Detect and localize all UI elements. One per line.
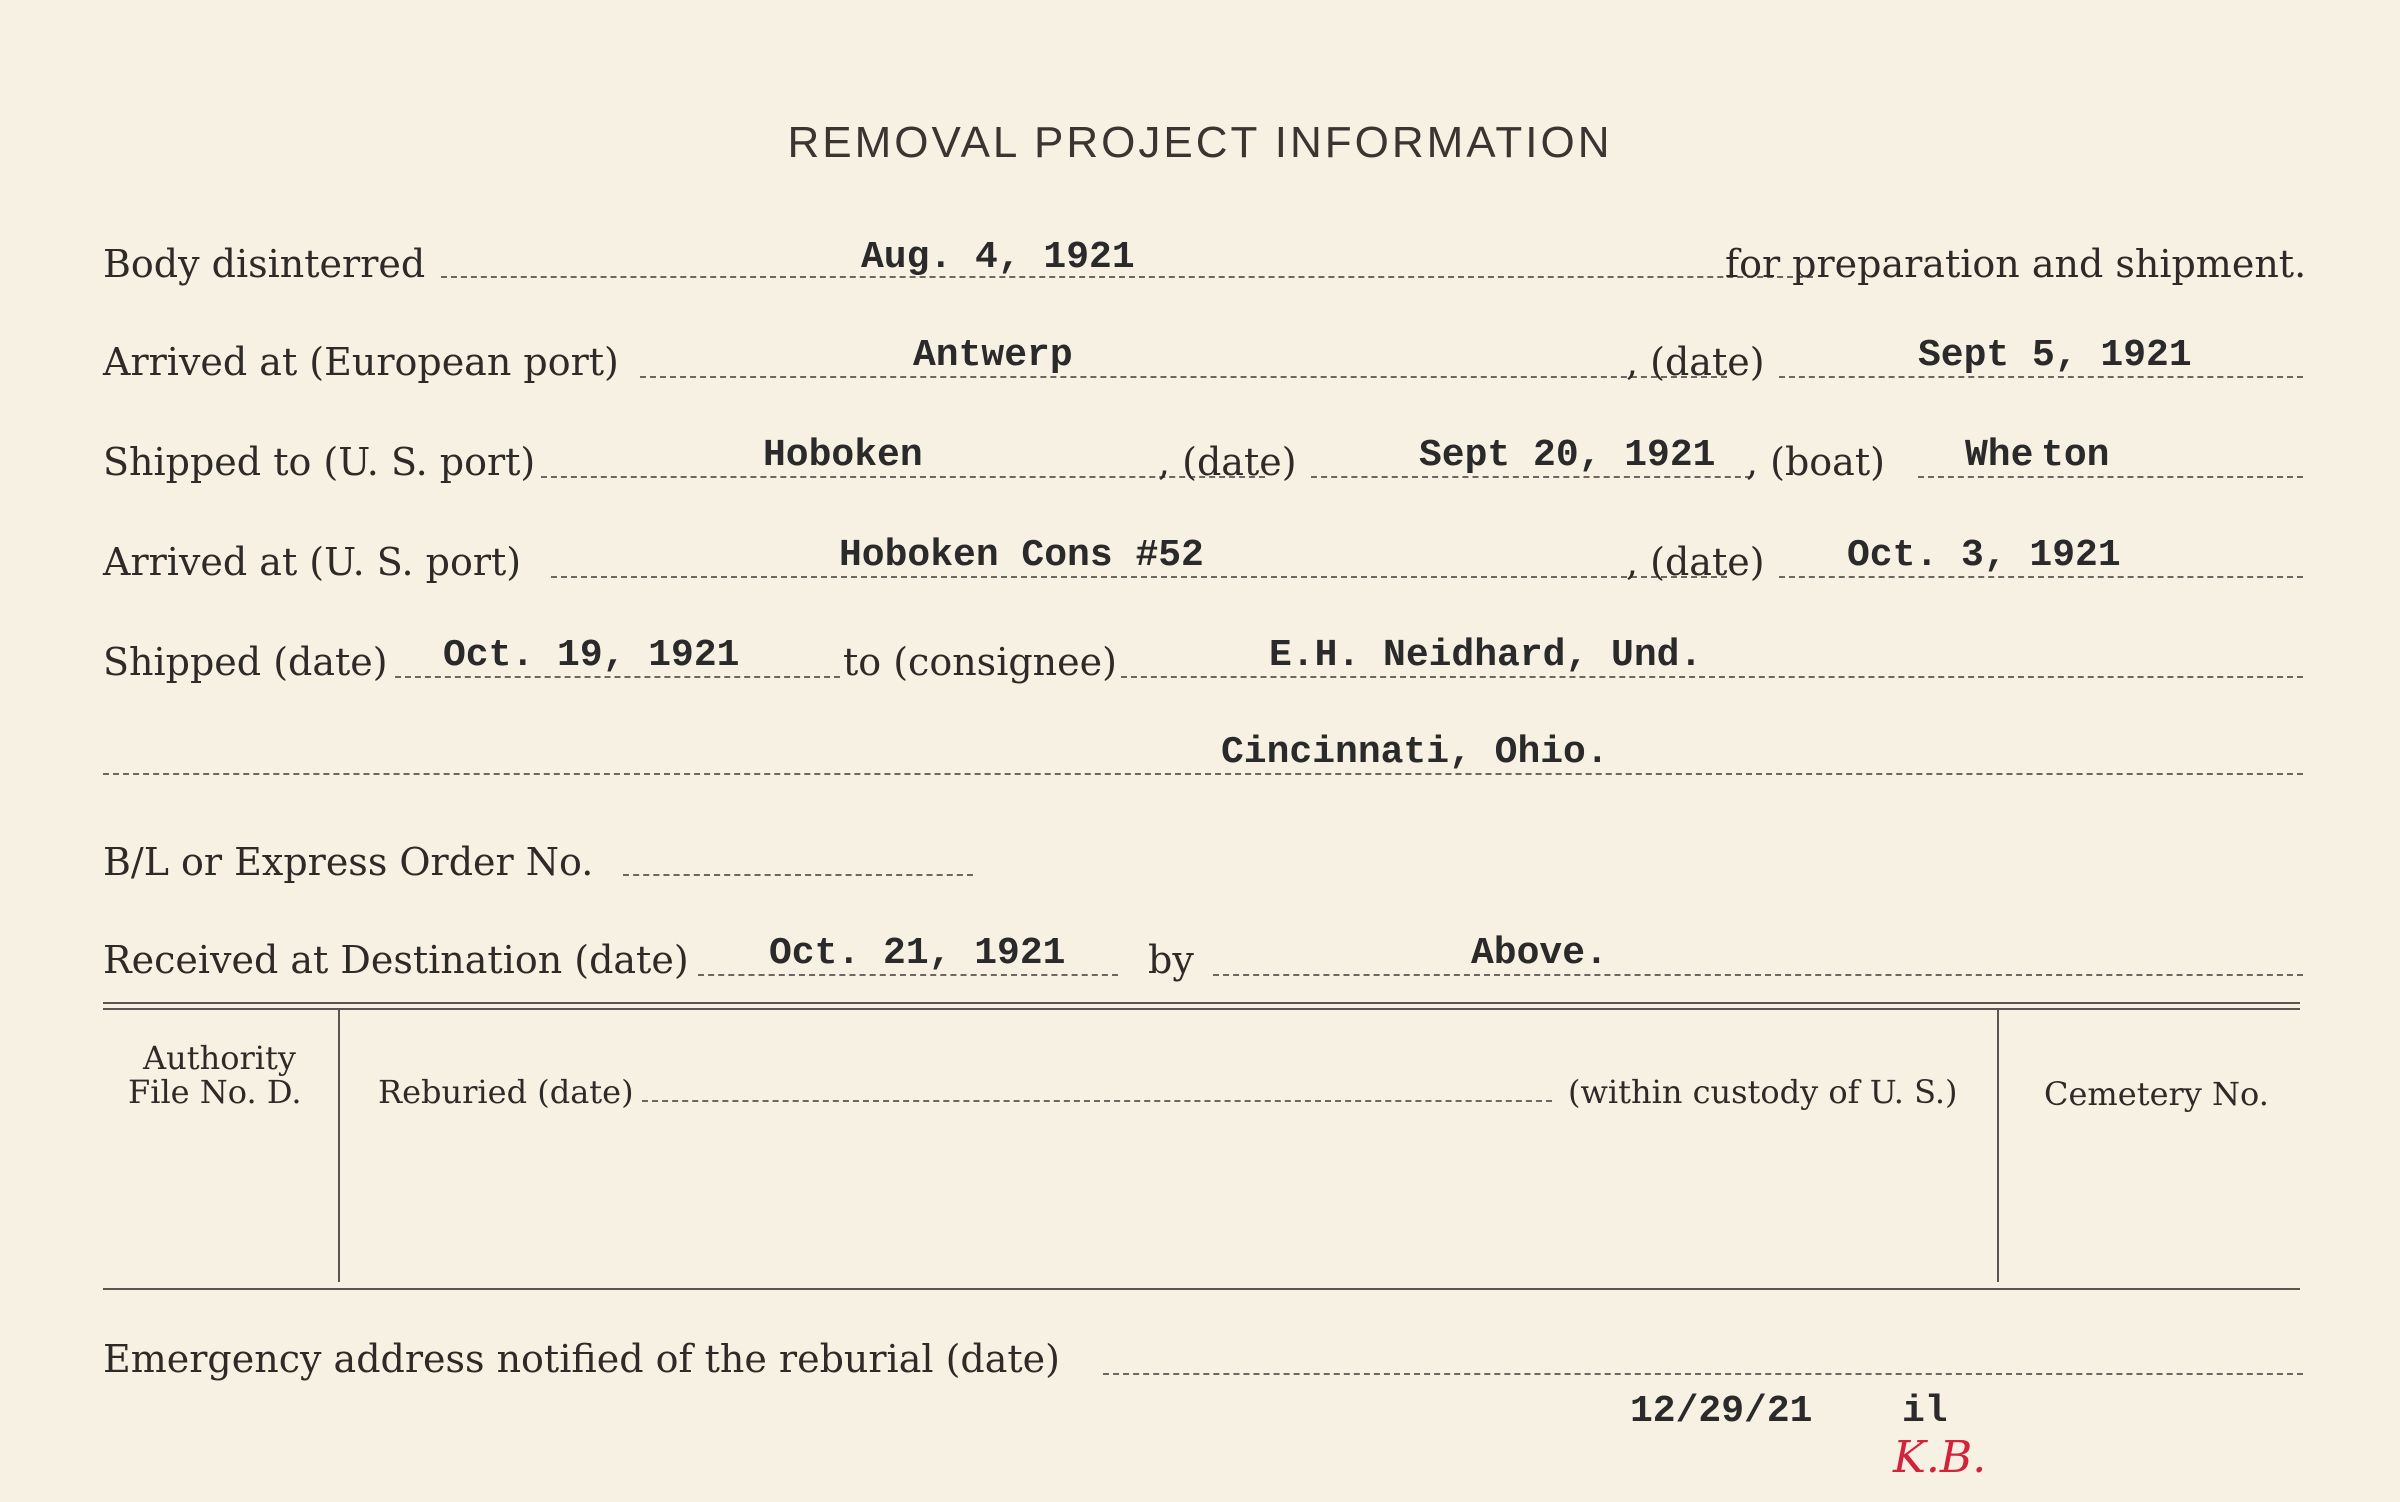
row-consignee-address <box>103 731 2303 795</box>
row-emergency <box>103 1335 2303 1395</box>
bl-order-label: B/L or Express Order No. <box>103 840 594 884</box>
shipped-to-us-value: Hoboken <box>763 434 923 477</box>
dotted-line <box>642 1100 1552 1102</box>
consignee-address-value: Cincinnati, Ohio. <box>1221 731 1609 774</box>
shipped-to-us-label: Shipped to (U. S. port) <box>103 440 536 484</box>
dotted-line <box>640 376 1727 378</box>
arrived-european-label: Arrived at (European port) <box>103 340 619 384</box>
cemetery-label: Cemetery No. <box>2044 1075 2269 1113</box>
body-disinterred-label: Body disinterred <box>103 242 426 286</box>
custody-label: (within custody of U. S.) <box>1568 1073 1958 1111</box>
shipped-to-us-date-label: , (date) <box>1158 440 1297 484</box>
shipped-to-us-boat-value: Whe ton <box>1965 434 2110 477</box>
arrived-european-value: Antwerp <box>913 334 1073 377</box>
row-received <box>103 932 2303 996</box>
consignee-value: E.H. Neidhard, Und. <box>1269 634 1703 677</box>
arrived-us-date-value: Oct. 3, 1921 <box>1847 534 2121 577</box>
card-title: REMOVAL PROJECT INFORMATION <box>787 118 1613 167</box>
clerk-code: il <box>1902 1390 1948 1433</box>
dotted-line <box>103 773 2303 775</box>
row-body-disinterred <box>103 236 2307 300</box>
table-bottom-rule <box>103 1288 2300 1290</box>
arrived-european-date-value: Sept 5, 1921 <box>1918 334 2192 377</box>
arrived-european-date-label: , (date) <box>1626 340 1765 384</box>
row-arrived-european <box>103 334 2303 398</box>
table-divider-right <box>1997 1010 1999 1282</box>
date-stamp: 12/29/21 <box>1630 1390 1813 1433</box>
row-shipped-to-us <box>103 434 2303 498</box>
shipped-date-value: Oct. 19, 1921 <box>443 634 740 677</box>
consignee-label: to (consignee) <box>843 640 1117 684</box>
dotted-line <box>1103 1373 2303 1375</box>
arrived-us-date-label: , (date) <box>1626 540 1765 584</box>
received-label: Received at Destination (date) <box>103 938 689 982</box>
shipped-to-us-boat-label: , (boat) <box>1746 440 1885 484</box>
row-shipped <box>103 634 2303 698</box>
table-top-rule-2 <box>103 1008 2300 1010</box>
shipped-date-label: Shipped (date) <box>103 640 388 684</box>
row-bl-order <box>103 838 2303 898</box>
handwritten-initials: K.B. <box>1893 1432 1987 1483</box>
table-top-rule <box>103 1002 2300 1004</box>
row-arrived-us <box>103 534 2303 598</box>
body-disinterred-value: Aug. 4, 1921 <box>861 236 1135 279</box>
authority-label-line1: Authority <box>143 1039 296 1077</box>
body-disinterred-suffix: for preparation and shipment. <box>1725 242 2307 286</box>
reburied-label: Reburied (date) <box>378 1073 634 1111</box>
emergency-label: Emergency address notified of the reburial (date) <box>103 1337 1060 1381</box>
dotted-line <box>1213 974 2303 976</box>
received-by-value: Above. <box>1471 932 1608 975</box>
received-date-value: Oct. 21, 1921 <box>769 932 1066 975</box>
dotted-line <box>623 874 973 876</box>
table-divider-left <box>338 1010 340 1282</box>
shipped-to-us-date-value: Sept 20, 1921 <box>1419 434 1716 477</box>
received-by-label: by <box>1148 938 1194 982</box>
arrived-us-value: Hoboken Cons #52 <box>839 534 1204 577</box>
arrived-us-label: Arrived at (U. S. port) <box>103 540 522 584</box>
authority-label-line2: File No. D. <box>128 1073 302 1111</box>
